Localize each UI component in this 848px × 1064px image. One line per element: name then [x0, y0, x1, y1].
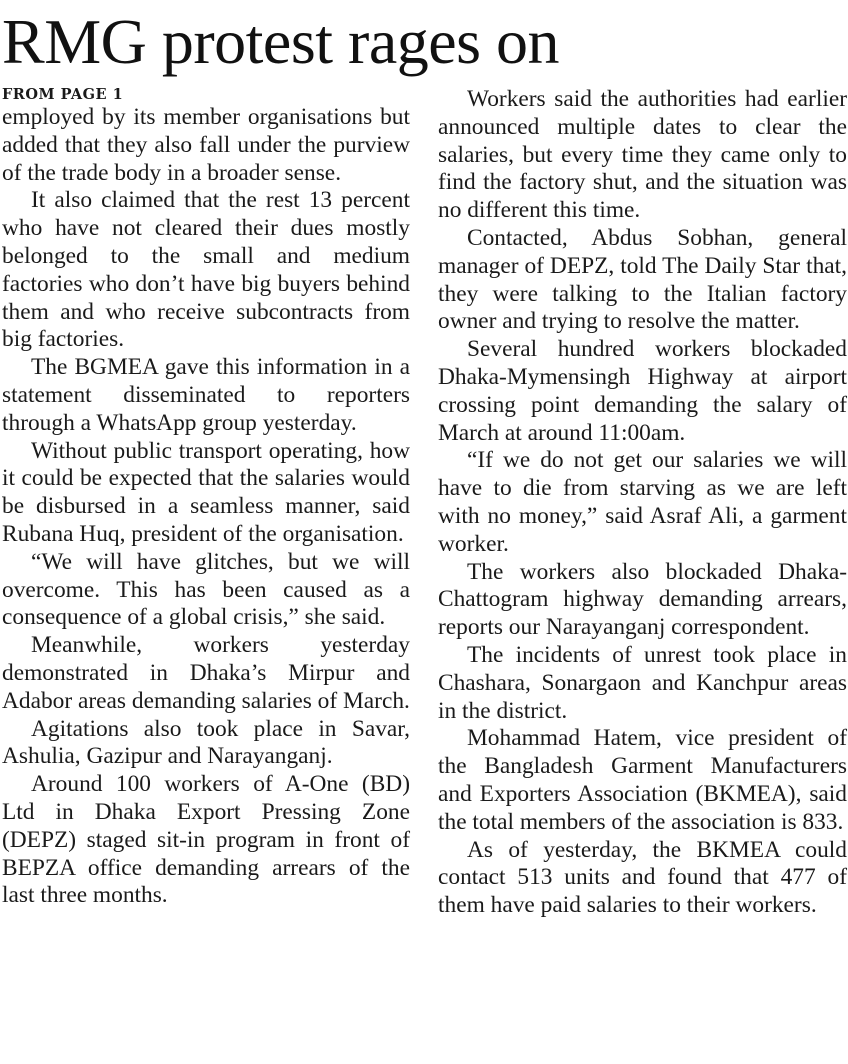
paragraph: Several hundred workers blockaded Dhaka-Mymensingh Highway at airport crossing point demanding the salary of March at around 11:00am. — [438, 336, 847, 446]
jump-line: FROM PAGE 1 — [2, 86, 124, 103]
paragraph: “If we do not get our salaries we will have to die from starving as we are left with no money,” said Asraf Ali, a garment worker. — [438, 447, 847, 557]
article-column-left — [2, 86, 410, 910]
article-column-right — [438, 86, 847, 920]
paragraph: Without public transport operating, how it could be expected that the salaries would be disbursed in a seamless manner, said Rubana Huq, president of the organisation. — [2, 437, 410, 547]
paragraph: Mohammad Hatem, vice president of the Bangladesh Garment Manufacturers and Exporters Association (BKMEA), said the total members of the association is 833. — [438, 725, 847, 835]
paragraph: Around 100 workers of A-One (BD) Ltd in Dhaka Export Pressing Zone (DEPZ) staged sit-in program in front of BEPZA office demanding arrears of the last three months. — [2, 771, 410, 909]
paragraph: Agitations also took place in Savar, Ashulia, Gazipur and Narayanganj. — [2, 715, 410, 770]
headline: RMG protest rages on — [2, 6, 560, 77]
paragraph: Workers said the authorities had earlier announced multiple dates to clear the salaries, but every time they came only to find the factory shut, and the situation was no different this time. — [438, 86, 847, 224]
paragraph: Contacted, Abdus Sobhan, general manager of DEPZ, told The Daily Star that, they were talking to the Italian factory owner and trying to resolve the matter. — [438, 224, 847, 335]
paragraph: “We will have glitches, but we will overcome. This has been caused as a consequence of a global crisis,” she said. — [2, 548, 410, 631]
paragraph: As of yesterday, the BKMEA could contact 513 units and found that 477 of them have paid salaries to their workers. — [438, 836, 847, 919]
paragraph: The BGMEA gave this information in a statement disseminated to reporters through a WhatsApp group yesterday. — [2, 354, 410, 436]
paragraph: employed by its member organisations but added that they also fall under the purview of the trade body in a broader sense. — [2, 104, 410, 186]
paragraph: It also claimed that the rest 13 percent who have not cleared their dues mostly belonged to the small and medium factories who don’t have big buyers behind them and who receive subcontracts from big factories. — [2, 187, 410, 353]
paragraph: Meanwhile, workers yesterday demonstrated in Dhaka’s Mirpur and Adabor areas demanding salaries of March. — [2, 632, 410, 714]
paragraph: The incidents of unrest took place in Chashara, Sonargaon and Kanchpur areas in the district. — [438, 641, 847, 724]
paragraph: The workers also blockaded Dhaka-Chattogram highway demanding arrears, reports our Narayanganj correspondent. — [438, 558, 847, 641]
